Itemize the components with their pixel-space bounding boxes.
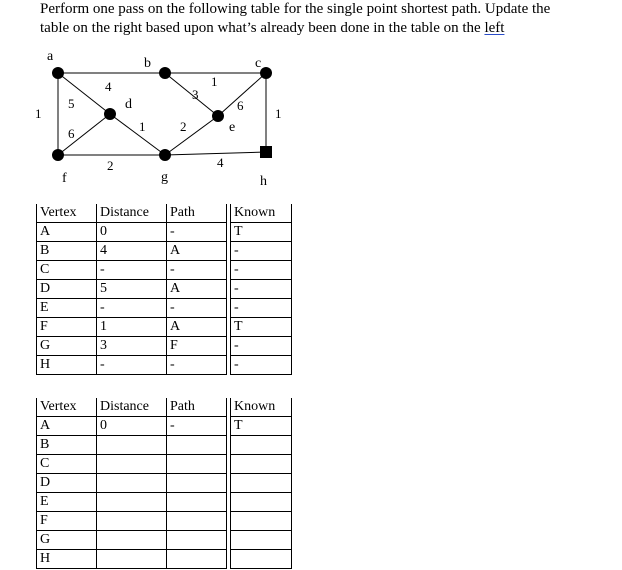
cell-vertex: A: [37, 223, 97, 242]
weight-d-f: 6: [68, 126, 75, 141]
cell-path[interactable]: -: [167, 417, 227, 436]
cell-known: -: [231, 337, 292, 356]
node-a: [52, 67, 64, 79]
header-path: Path: [167, 204, 227, 223]
cell-distance: 1: [97, 318, 167, 337]
cell-known[interactable]: [231, 455, 292, 474]
table-row: [37, 512, 292, 531]
cell-distance[interactable]: [97, 436, 167, 455]
cell-vertex: G: [37, 531, 97, 550]
table-row: [37, 299, 292, 318]
table-row: [37, 550, 292, 569]
table-left: [36, 204, 292, 375]
cell-known[interactable]: [231, 531, 292, 550]
weight-f-g: 2: [107, 158, 114, 173]
table-row: [37, 223, 292, 242]
cell-path: A: [167, 242, 227, 261]
edge-d-f: [58, 114, 110, 155]
cell-path: A: [167, 318, 227, 337]
instructions-left-link: left: [484, 20, 505, 36]
table-header-row: [37, 398, 292, 417]
cell-distance[interactable]: [97, 550, 167, 569]
cell-vertex: B: [37, 436, 97, 455]
cell-path[interactable]: [167, 550, 227, 569]
cell-known: -: [231, 356, 292, 375]
cell-path: -: [167, 356, 227, 375]
table-row: [37, 436, 292, 455]
cell-vertex: G: [37, 337, 97, 356]
cell-known[interactable]: [231, 474, 292, 493]
node-label-b: b: [144, 56, 151, 71]
weight-a-f: 1: [35, 106, 42, 121]
table-row: [37, 318, 292, 337]
node-label-c: c: [255, 56, 262, 71]
cell-distance: 0: [97, 223, 167, 242]
node-label-g: g: [161, 170, 168, 185]
cell-known: -: [231, 242, 292, 261]
cell-distance[interactable]: [97, 531, 167, 550]
cell-vertex: E: [37, 299, 97, 318]
cell-known: T: [231, 223, 292, 242]
cell-vertex: B: [37, 242, 97, 261]
cell-distance[interactable]: [97, 493, 167, 512]
table-right: [36, 398, 292, 569]
cell-known[interactable]: [231, 512, 292, 531]
cell-vertex: H: [37, 550, 97, 569]
cell-vertex: C: [37, 261, 97, 280]
table-row: [37, 417, 292, 436]
table-row: [37, 242, 292, 261]
cell-distance: -: [97, 261, 167, 280]
edge-g-h: [165, 152, 266, 155]
cell-vertex: D: [37, 474, 97, 493]
cell-vertex: C: [37, 455, 97, 474]
cell-path: F: [167, 337, 227, 356]
cell-path: A: [167, 280, 227, 299]
cell-distance[interactable]: 0: [97, 417, 167, 436]
table-row: [37, 531, 292, 550]
node-label-d: d: [125, 97, 132, 112]
header-known: Known: [231, 398, 292, 417]
weight-c-e: 6: [237, 98, 244, 113]
edge-g-e: [165, 116, 218, 155]
node-label-e: e: [229, 120, 236, 135]
cell-vertex: D: [37, 280, 97, 299]
cell-path: -: [167, 299, 227, 318]
cell-distance[interactable]: [97, 455, 167, 474]
table-row: [37, 474, 292, 493]
cell-known: T: [231, 318, 292, 337]
cell-path: -: [167, 223, 227, 242]
instructions-line2-text: table on the right based upon what’s already been done in the table on the: [40, 20, 485, 36]
cell-distance: 5: [97, 280, 167, 299]
header-distance: Distance: [97, 204, 167, 223]
cell-path[interactable]: [167, 512, 227, 531]
weight-d-g: 1: [139, 119, 146, 134]
weight-b-c: 1: [211, 74, 218, 89]
edge-d-g: [110, 114, 165, 155]
node-label-h: h: [260, 174, 267, 189]
cell-distance: -: [97, 299, 167, 318]
table-header-row: [37, 204, 292, 223]
weight-c-h: 1: [275, 106, 282, 121]
table-row: [37, 356, 292, 375]
header-vertex: Vertex: [37, 204, 97, 223]
cell-vertex: E: [37, 493, 97, 512]
graph-diagram: [0, 0, 622, 200]
header-known: Known: [231, 204, 292, 223]
instructions-line1: Perform one pass on the following table for the single point shortest path. Update the: [40, 1, 551, 17]
table-row: [37, 493, 292, 512]
cell-path: -: [167, 261, 227, 280]
cell-distance: 4: [97, 242, 167, 261]
cell-known[interactable]: [231, 493, 292, 512]
header-distance: Distance: [97, 398, 167, 417]
cell-path[interactable]: [167, 455, 227, 474]
cell-known[interactable]: T: [231, 417, 292, 436]
table-row: [37, 337, 292, 356]
cell-vertex: H: [37, 356, 97, 375]
cell-known: -: [231, 280, 292, 299]
table-row: [37, 280, 292, 299]
cell-path[interactable]: [167, 531, 227, 550]
weight-b-e: 3: [192, 87, 199, 102]
cell-distance: 3: [97, 337, 167, 356]
cell-path[interactable]: [167, 493, 227, 512]
node-f: [52, 149, 64, 161]
cell-distance: -: [97, 356, 167, 375]
node-label-f: f: [62, 171, 67, 186]
weight-a-d: 5: [68, 96, 75, 111]
cell-vertex: F: [37, 318, 97, 337]
cell-path[interactable]: [167, 474, 227, 493]
node-g: [159, 149, 171, 161]
edge-a-d: [58, 73, 110, 114]
table-row: [37, 455, 292, 474]
cell-known: -: [231, 261, 292, 280]
node-c: [260, 67, 272, 79]
node-e: [212, 110, 224, 122]
cell-known[interactable]: [231, 550, 292, 569]
cell-vertex: F: [37, 512, 97, 531]
cell-known[interactable]: [231, 436, 292, 455]
weight-g-h: 4: [217, 155, 224, 170]
cell-vertex: A: [37, 417, 97, 436]
node-d: [104, 108, 116, 120]
node-b: [159, 67, 171, 79]
header-path: Path: [167, 398, 227, 417]
header-vertex: Vertex: [37, 398, 97, 417]
table-row: [37, 261, 292, 280]
weight-a-b: 4: [105, 79, 112, 94]
node-label-a: a: [47, 49, 54, 64]
cell-distance[interactable]: [97, 512, 167, 531]
cell-distance[interactable]: [97, 474, 167, 493]
node-h: [260, 146, 272, 158]
weight-g-e: 2: [180, 119, 187, 134]
cell-known: -: [231, 299, 292, 318]
cell-path[interactable]: [167, 436, 227, 455]
